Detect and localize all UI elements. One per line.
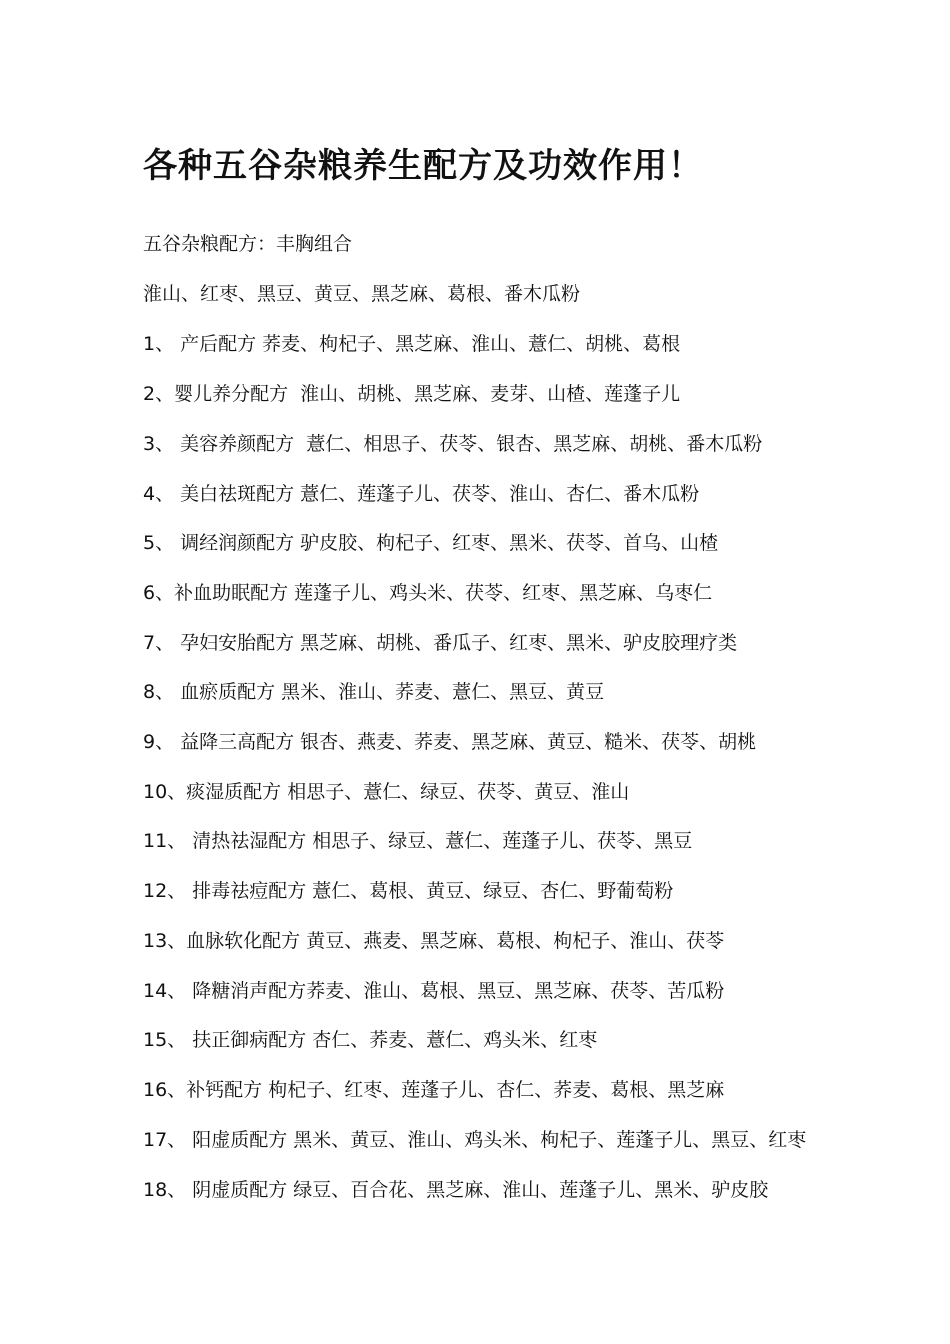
list-item: 1、 产后配方 荞麦、枸杞子、黑芝麻、淮山、薏仁、胡桃、葛根 — [143, 333, 681, 355]
list-item: 15、 扶正御病配方 杏仁、荞麦、薏仁、鸡头米、红枣 — [143, 1029, 598, 1051]
page-title: 各种五谷杂粮养生配方及功效作用！ — [143, 146, 703, 186]
list-item: 16、补钙配方 枸杞子、红枣、莲蓬子儿、杏仁、荞麦、葛根、黑芝麻 — [143, 1079, 725, 1101]
list-item: 2、婴儿养分配方 淮山、胡桃、黑芝麻、麦芽、山楂、莲蓬子儿 — [143, 383, 681, 405]
list-item: 14、 降糖消声配方荞麦、淮山、葛根、黑豆、黑芝麻、茯苓、苦瓜粉 — [143, 980, 725, 1002]
list-item: 11、 清热祛湿配方 相思子、绿豆、薏仁、莲蓬子儿、茯苓、黑豆 — [143, 830, 693, 852]
list-item: 13、血脉软化配方 黄豆、燕麦、黑芝麻、葛根、枸杞子、淮山、茯苓 — [143, 930, 725, 952]
list-item: 18、 阴虚质配方 绿豆、百合花、黑芝麻、淮山、莲蓬子儿、黑米、驴皮胶 — [143, 1179, 769, 1201]
text-line: 淮山、红枣、黑豆、黄豆、黑芝麻、葛根、番木瓜粉 — [143, 283, 581, 305]
list-item: 7、 孕妇安胎配方 黑芝麻、胡桃、番瓜子、红枣、黑米、驴皮胶理疗类 — [143, 632, 738, 654]
list-item: 9、 益降三高配方 银杏、燕麦、荞麦、黑芝麻、黄豆、糙米、茯苓、胡桃 — [143, 731, 757, 753]
list-item: 4、 美白祛斑配方 薏仁、莲蓬子儿、茯苓、淮山、杏仁、番木瓜粉 — [143, 483, 700, 505]
list-item: 10、痰湿质配方 相思子、薏仁、绿豆、茯苓、黄豆、淮山 — [143, 781, 630, 803]
list-item: 17、 阳虚质配方 黑米、黄豆、淮山、鸡头米、枸杞子、莲蓬子儿、黑豆、红枣 — [143, 1129, 807, 1151]
list-item: 8、 血瘀质配方 黑米、淮山、荞麦、薏仁、黑豆、黄豆 — [143, 681, 605, 703]
list-item: 5、 调经润颜配方 驴皮胶、枸杞子、红枣、黑米、茯苓、首乌、山楂 — [143, 532, 719, 554]
list-item: 6、补血助眠配方 莲蓬子儿、鸡头米、茯苓、红枣、黑芝麻、乌枣仁 — [143, 582, 713, 604]
list-item: 3、 美容养颜配方 薏仁、相思子、茯苓、银杏、黑芝麻、胡桃、番木瓜粉 — [143, 433, 763, 455]
list-item: 12、 排毒祛痘配方 薏仁、葛根、黄豆、绿豆、杏仁、野葡萄粉 — [143, 880, 674, 902]
text-line: 五谷杂粮配方：丰胸组合 — [143, 233, 353, 255]
